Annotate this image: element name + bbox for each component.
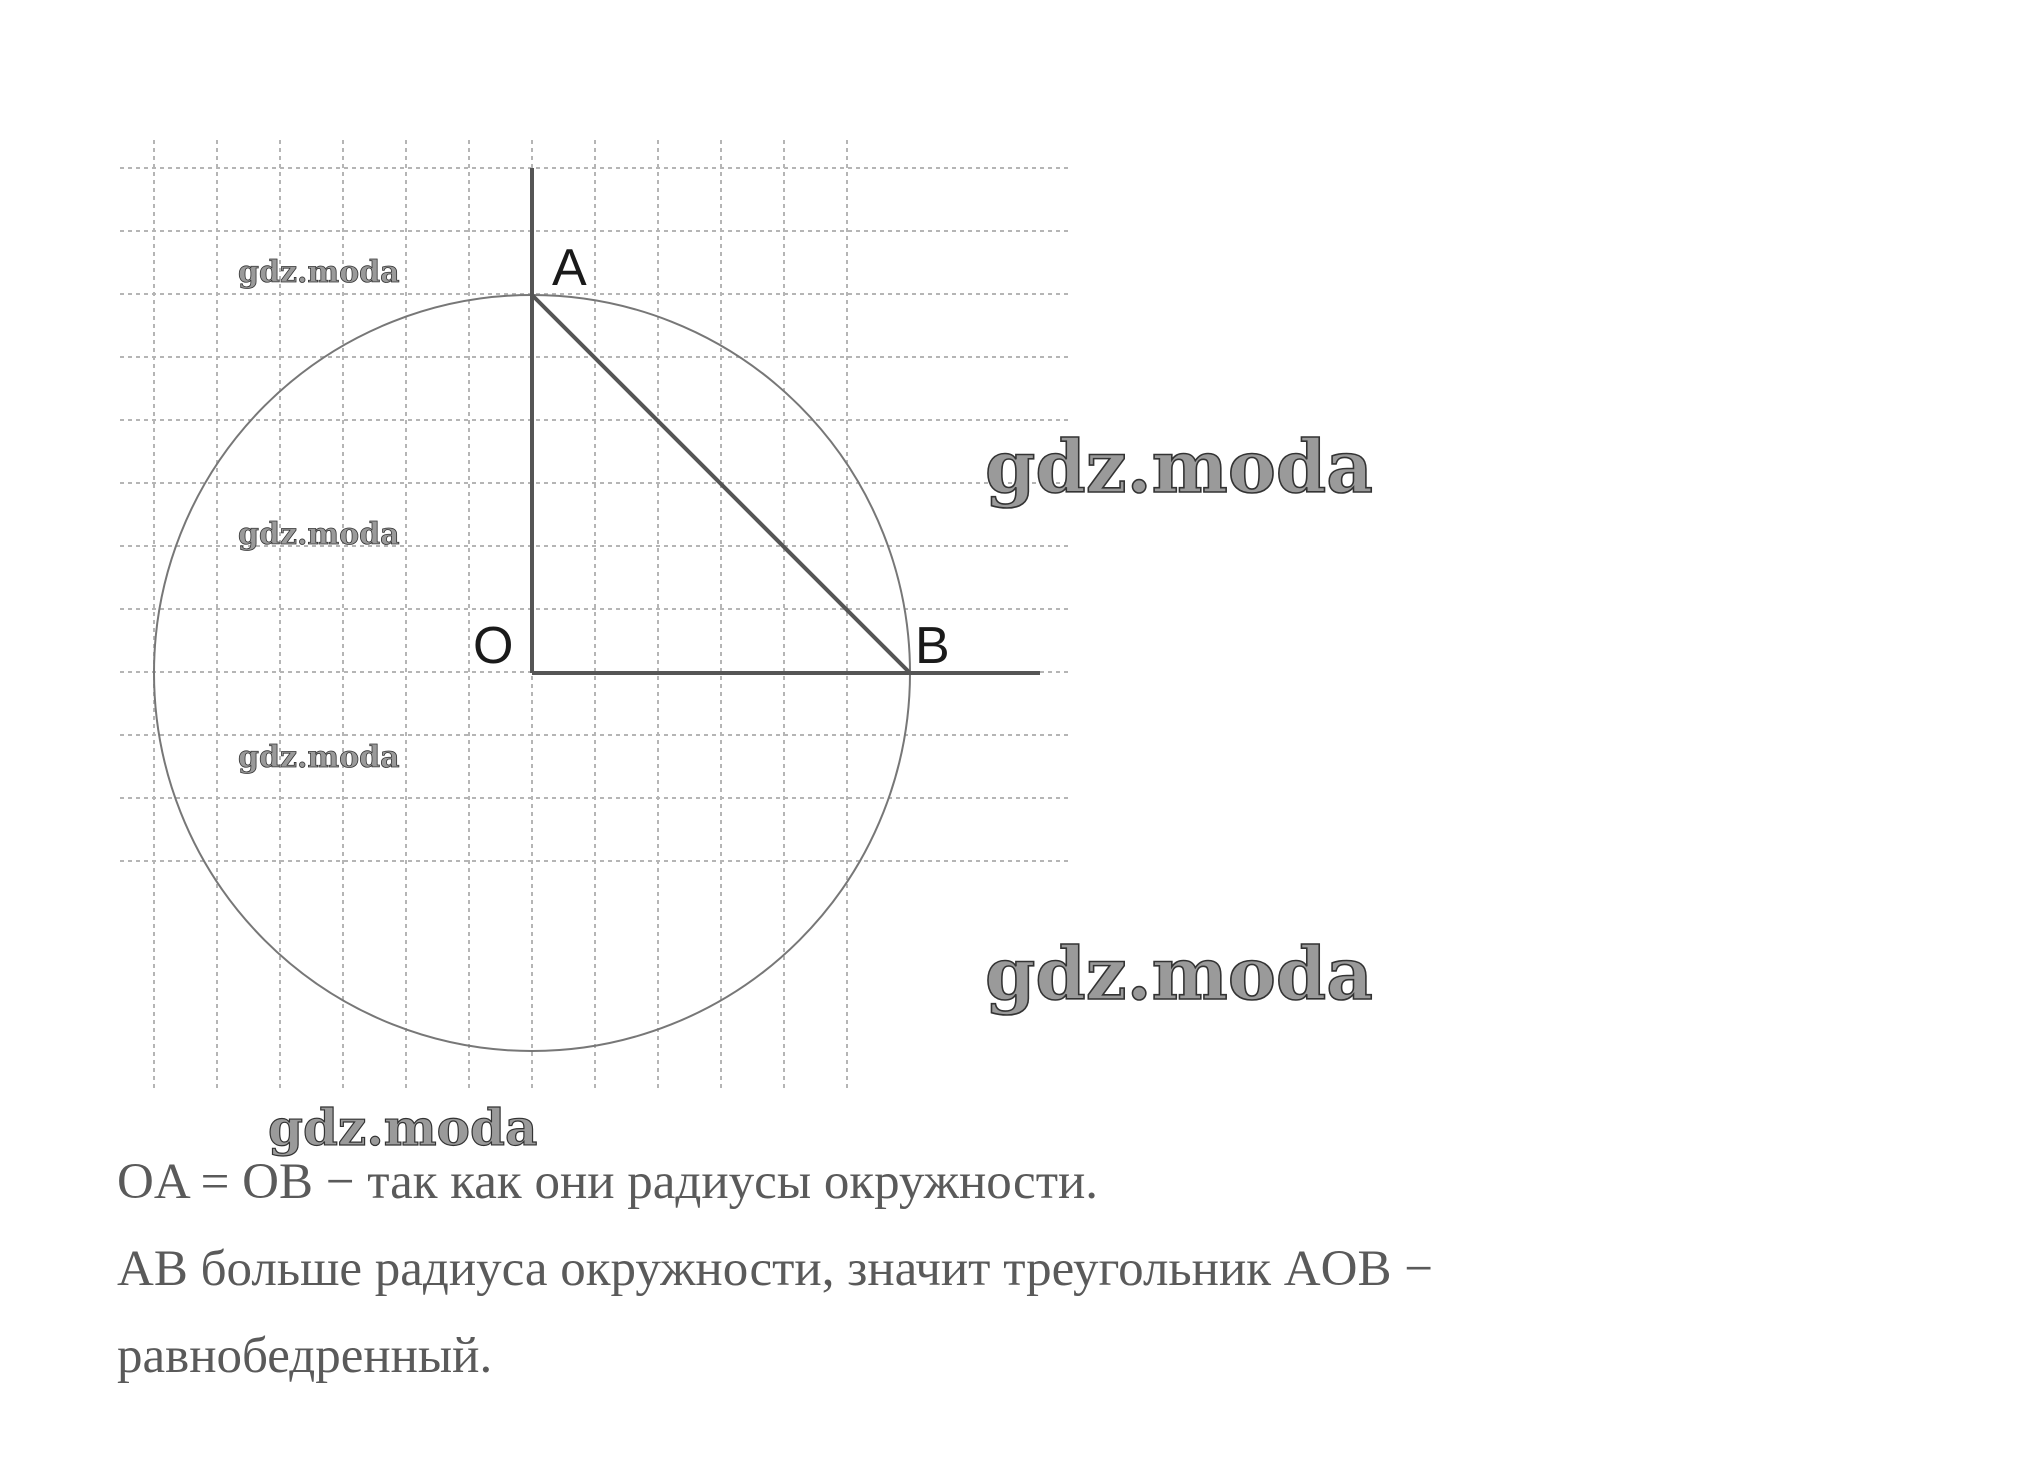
point-label-o: O bbox=[473, 617, 514, 675]
watermark: gdz.moda bbox=[238, 740, 400, 775]
watermark: gdz.moda bbox=[985, 424, 1373, 509]
watermark: gdz.moda bbox=[268, 1098, 538, 1157]
watermark: gdz.moda bbox=[238, 255, 400, 290]
watermark: gdz.moda bbox=[985, 931, 1373, 1016]
watermark: gdz.moda bbox=[238, 517, 400, 552]
explanation-line-1: OA = OB − так как они радиусы окружности. bbox=[117, 1154, 1099, 1210]
point-label-a: A bbox=[552, 239, 587, 297]
point-label-b: B bbox=[915, 617, 950, 675]
explanation-line-2: AB больше радиуса окружности, значит треугольник AOB − bbox=[117, 1241, 1433, 1297]
explanation-line-3: равнобедренный. bbox=[117, 1328, 493, 1384]
